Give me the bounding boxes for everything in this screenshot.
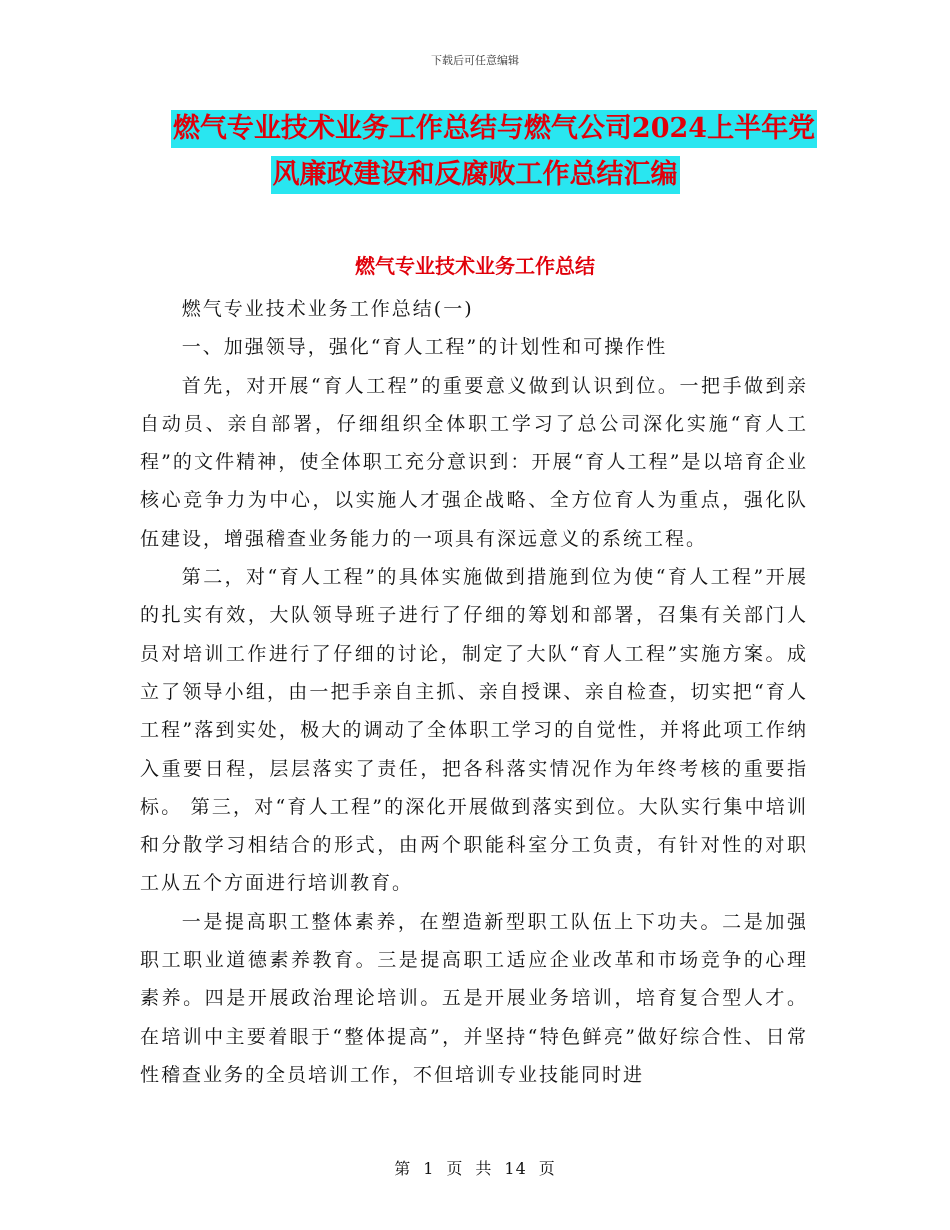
paragraph: 一是提高职工整体素养，在塑造新型职工队伍上下功夫。二是加强职工职业道德素养教育。三是提高职工适应企业改革和市场竞争的心理素养。四是开展政治理论培训。五是开展业务培训，培育复合型人才。 在培训中主要着眼于“整体提高”，并坚持“特色鲜亮”做好综合性、日常性稽查业务的全员培训工作，不但培训专业技能同时进 <box>140 910 808 1086</box>
total-unit: 页 <box>538 1159 556 1178</box>
document-title <box>0 110 950 194</box>
document-body <box>140 290 808 1094</box>
title-line-2: 风廉政建设和反腐败工作总结汇编 <box>271 156 680 194</box>
paragraph: 一、加强领导，强化“育人工程”的计划性和可操作性 <box>181 336 668 359</box>
total-pages: 14 <box>504 1159 527 1178</box>
paragraph: 首先，对开展“育人工程”的重要意义做到认识到位。一把手做到亲自动员、亲自部署，仔细组织全体职工学习了总公司深化实施“育人工程”的文件精神，使全体职工充分意识到：开展“育人工程”是以培育企业核心竞争力为中心，以实施人才强企战略、全方位育人为重点，强化队伍建设，增强稽查业务能力的一项具有深远意义的系统工程。 <box>140 374 808 550</box>
page-header-note: 下载后可任意编辑 <box>431 54 519 67</box>
page-footer <box>0 1156 950 1179</box>
title-line-1: 燃气专业技术业务工作总结与燃气公司2024上半年党 <box>171 110 817 148</box>
page-unit: 页 <box>446 1159 464 1178</box>
page-number: 1 <box>423 1159 435 1178</box>
total-label: 共 <box>475 1159 493 1178</box>
page-label: 第 <box>394 1159 412 1178</box>
paragraph: 第二，对“育人工程”的具体实施做到措施到位为使“育人工程”开展的扎实有效，大队领导班子进行了仔细的筹划和部署，召集有关部门人员对培训工作进行了仔细的讨论，制定了大队“育人工程”实施方案。成立了领导小组，由一把手亲自主抓、亲自授课、亲自检查，切实把“育人工程”落到实处，极大的调动了全体职工学习的自觉性，并将此项工作纳入重要日程，层层落实了责任，把各科落实情况作为年终考核的重要指标。 第三，对“育人工程”的深化开展做到落实到位。大队实行集中培训和分散学习相结合的形式，由两个职能科室分工负责，有针对性的对职工从五个方面进行培训教育。 <box>140 566 808 895</box>
section-heading: 燃气专业技术业务工作总结 <box>355 254 595 278</box>
paragraph: 燃气专业技术业务工作总结(一) <box>181 298 474 320</box>
